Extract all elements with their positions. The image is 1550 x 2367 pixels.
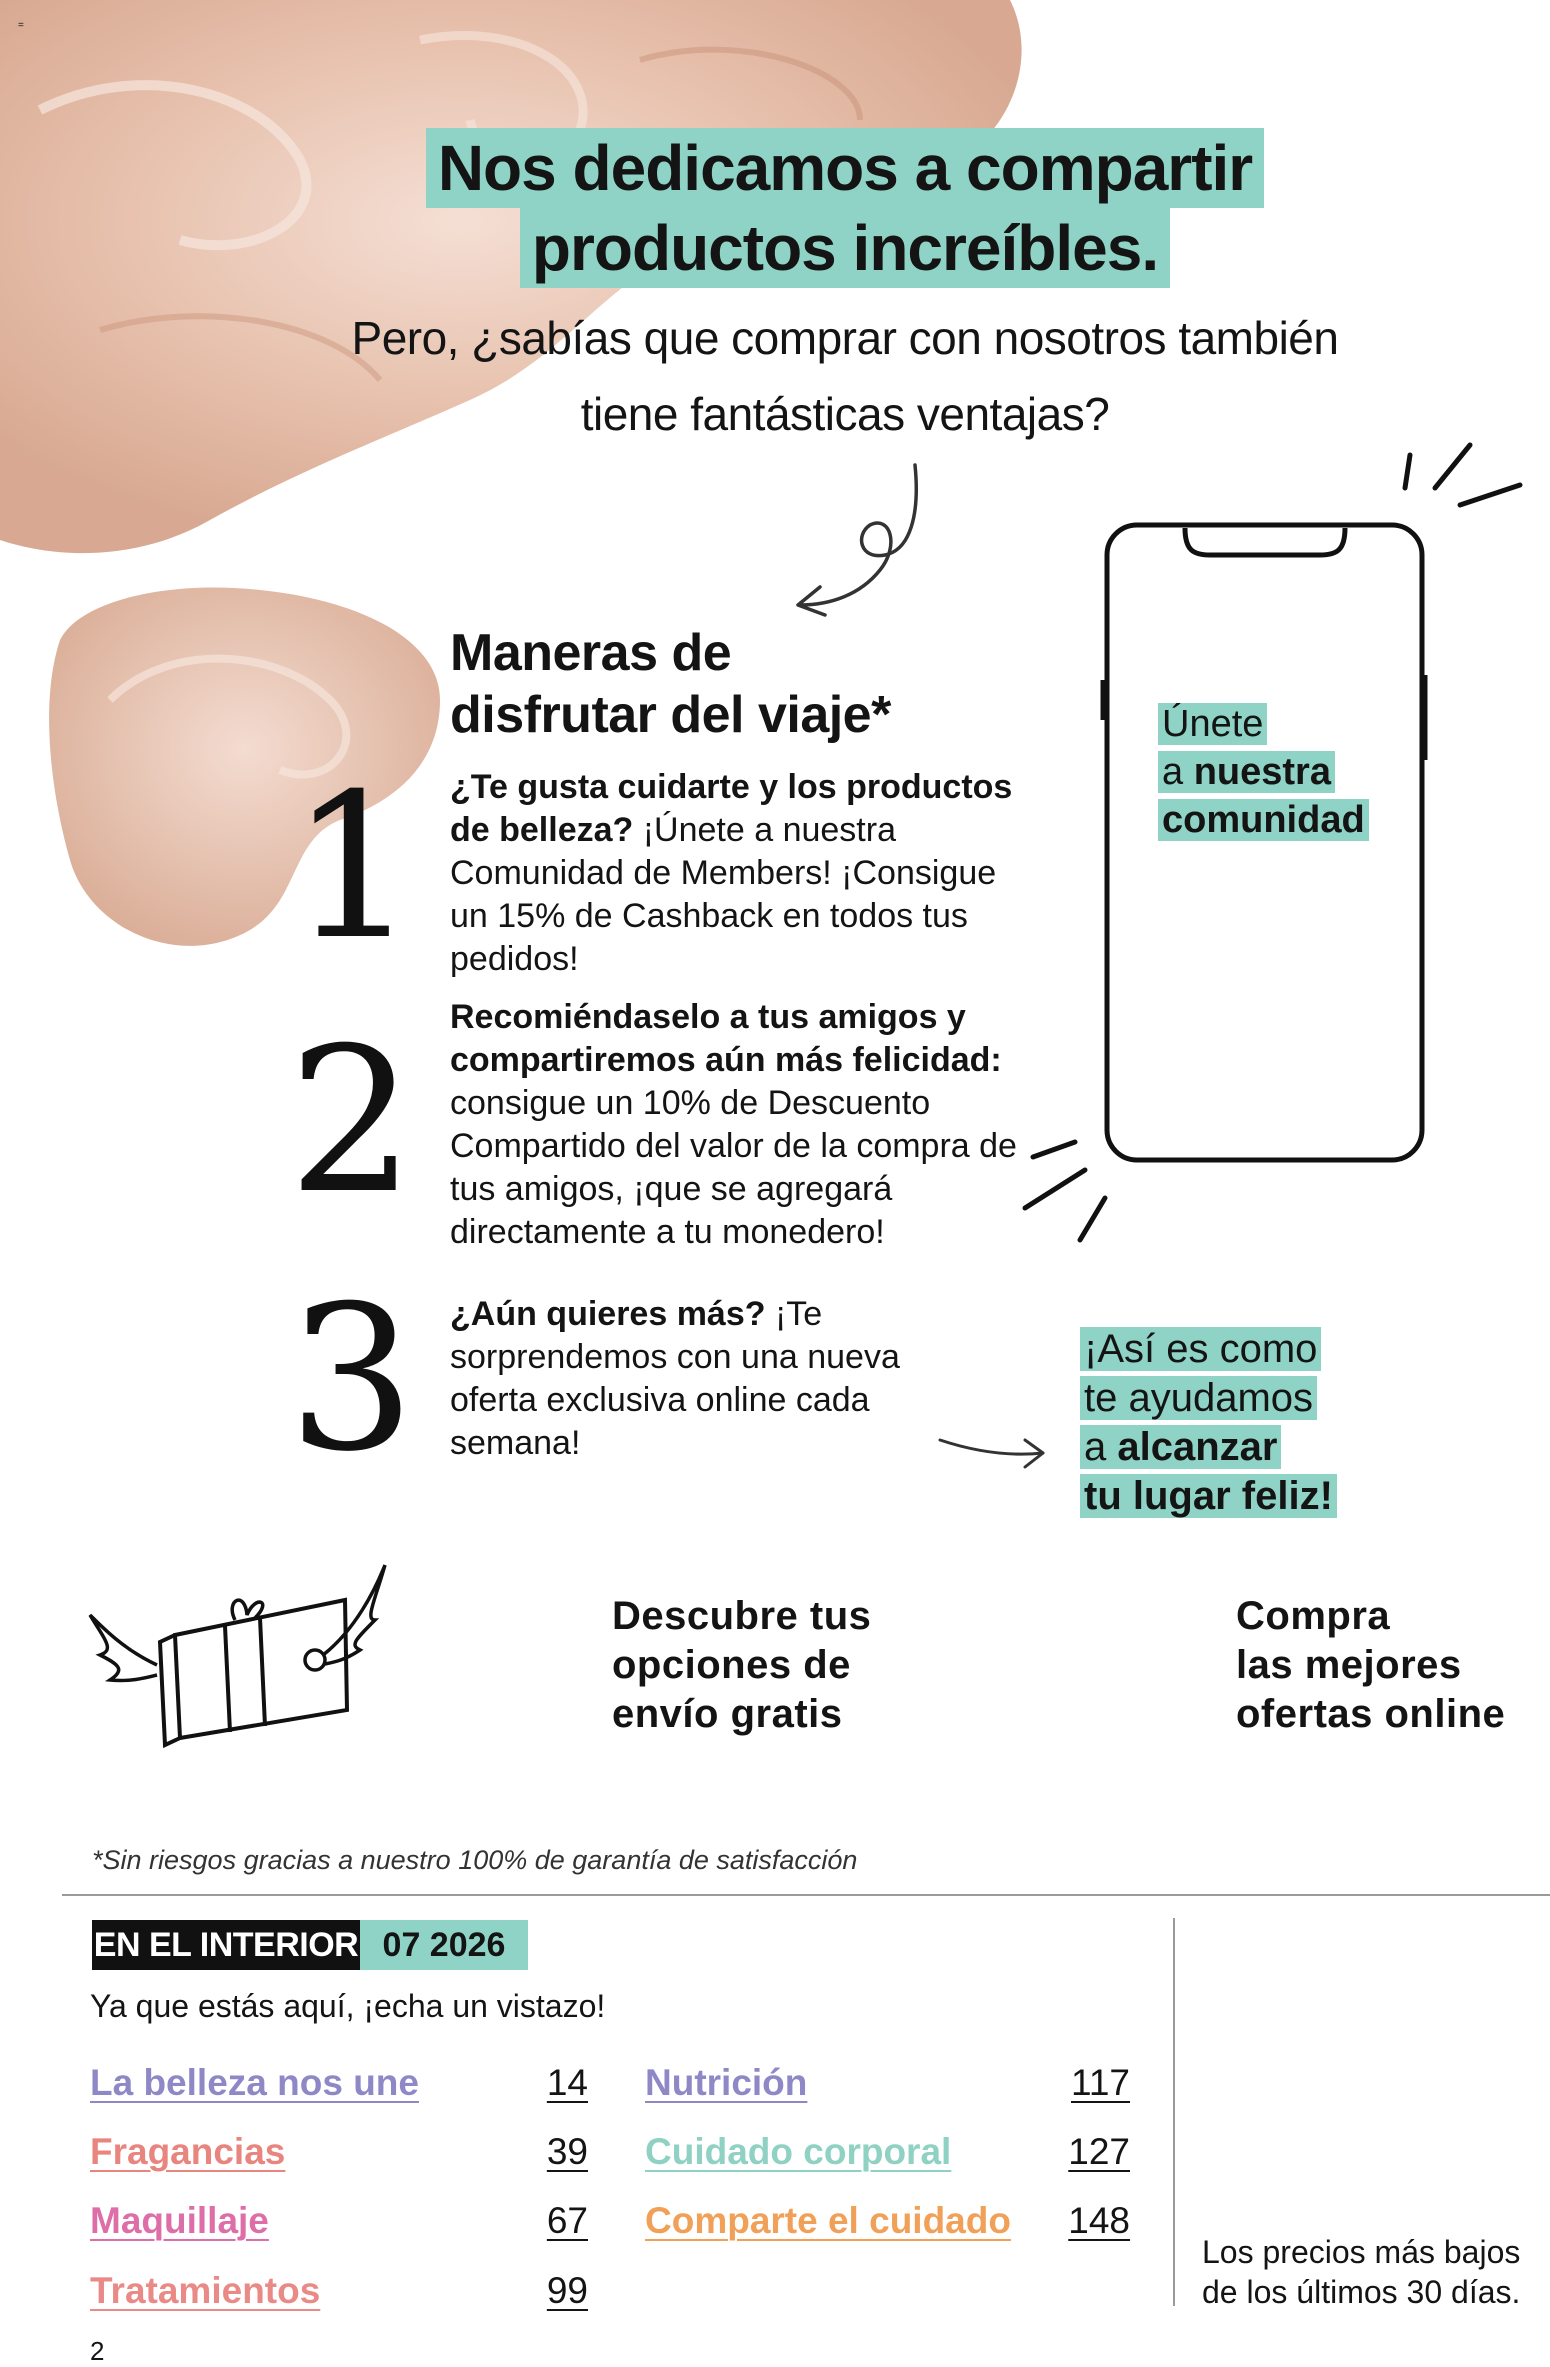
headline-line-1: Nos dedicamos a compartir	[426, 128, 1264, 208]
winged-gift-box-icon	[85, 1560, 395, 1770]
toc-page-148[interactable]: 148	[1068, 2200, 1130, 2241]
toc-link-fragancias[interactable]: Fragancias	[90, 2131, 286, 2172]
happy-line-2: te ayudamos	[1080, 1376, 1317, 1420]
toc-link-nutricion[interactable]: Nutrición	[645, 2062, 808, 2103]
page-number: 2	[90, 2336, 105, 2366]
offers-line-3: ofertas online	[1236, 1692, 1506, 1736]
divider	[62, 1894, 1550, 1896]
ways-title	[450, 622, 950, 746]
lowest-prices-note	[1202, 2232, 1520, 2312]
right-arrow-icon	[935, 1425, 1055, 1485]
inside-label: EN EL INTERIOR	[92, 1920, 360, 1970]
toc-link-la-belleza-nos-une[interactable]: La belleza nos une	[90, 2062, 419, 2103]
online-offers-feature	[1236, 1592, 1505, 1739]
step-1-body: ¡Únete a nuestra Comunidad de Members! ¡Consigue un 15% de Cashback en todos tus pedidos!	[450, 811, 997, 978]
step-2-body: consigue un 10% de Descuento Compartido del valor de la compra de tus amigos, ¡que se agregará directamente a tu monedero!	[450, 1084, 1017, 1251]
subtitle-line-2: tiene fantásticas ventajas?	[580, 388, 1110, 440]
phone-line-2b: nuestra	[1193, 751, 1331, 793]
issue-date: 07 2026	[360, 1920, 528, 1970]
shipping-line-3: envío gratis	[612, 1692, 843, 1736]
phone-line-1: Únete	[1158, 703, 1267, 745]
step-2-bold: Recomiéndaselo a tus amigos y compartiremos aún más felicidad:	[450, 998, 1002, 1079]
shipping-line-1: Descubre tus	[612, 1594, 872, 1638]
step-number-2: 2	[288, 1005, 416, 1238]
free-shipping-feature	[612, 1592, 871, 1739]
offers-line-1: Compra	[1236, 1594, 1391, 1638]
toc-page-14[interactable]: 14	[546, 2062, 588, 2103]
step-1-bold: ¿Te gusta cuidarte y los productos de belleza?	[450, 768, 1013, 849]
toc-page-117[interactable]: 117	[1071, 2062, 1130, 2103]
phone-line-2a: a	[1162, 751, 1194, 793]
happy-line-3a: a	[1084, 1425, 1118, 1469]
offers-line-2: las mejores	[1236, 1643, 1462, 1687]
toc-page-127[interactable]: 127	[1068, 2131, 1130, 2172]
toc-link-maquillaje[interactable]: Maquillaje	[90, 2200, 269, 2241]
inside-intro: Ya que estás aquí, ¡echa un vistazo!	[90, 1988, 606, 2024]
toc-link-tratamientos[interactable]: Tratamientos	[90, 2270, 321, 2311]
prices-line-1: Los precios más bajos	[1202, 2234, 1521, 2270]
corner-mark: =	[18, 20, 24, 31]
step-3-body: ¡Te sorprendemos con una nueva oferta exclusiva online cada semana!	[450, 1295, 900, 1462]
happy-line-4: tu lugar feliz!	[1084, 1474, 1333, 1518]
happy-place-callout	[1080, 1325, 1337, 1521]
step-1-text	[450, 766, 1040, 981]
toc-link-comparte-el-cuidado[interactable]: Comparte el cuidado	[645, 2200, 1011, 2241]
curly-arrow-icon	[780, 455, 940, 625]
happy-line-1: ¡Así es como	[1080, 1327, 1321, 1371]
ways-title-line-1: Maneras de	[450, 624, 732, 682]
vertical-divider	[1173, 1918, 1175, 2306]
toc-page-99[interactable]: 99	[546, 2270, 588, 2311]
step-number-1: 1	[290, 751, 418, 984]
toc-link-cuidado-corporal[interactable]: Cuidado corporal	[645, 2131, 952, 2172]
toc-page-39[interactable]: 39	[546, 2131, 588, 2172]
toc-page-67[interactable]: 67	[546, 2200, 588, 2241]
prices-line-2: de los últimos 30 días.	[1202, 2274, 1521, 2310]
shipping-line-2: opciones de	[612, 1643, 851, 1687]
step-3-bold: ¿Aún quieres más?	[450, 1295, 766, 1333]
step-3-text	[450, 1293, 910, 1465]
step-2-text	[450, 996, 1040, 1254]
happy-line-3b: alcanzar	[1117, 1425, 1278, 1469]
ways-title-line-2: disfrutar del viaje*	[450, 686, 891, 744]
phone-callout	[1158, 700, 1369, 844]
headline	[330, 128, 1360, 288]
phone-illustration-icon	[1015, 430, 1550, 1260]
headline-line-2: productos increíbles.	[520, 208, 1170, 288]
phone-line-3: comunidad	[1162, 799, 1365, 841]
satisfaction-disclaimer: *Sin riesgos gracias a nuestro 100% de garantía de satisfacción	[92, 1845, 858, 1875]
step-number-3: 3	[288, 1263, 416, 1496]
subtitle-line-1: Pero, ¿sabías que comprar con nosotros también	[351, 312, 1339, 364]
